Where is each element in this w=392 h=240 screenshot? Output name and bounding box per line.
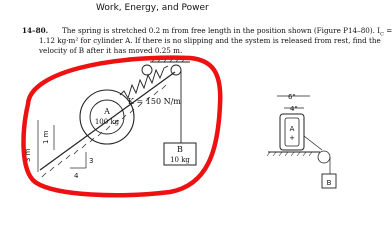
side-center-mark: + (289, 134, 295, 142)
inertia-subscript: C (380, 31, 384, 38)
cylinder-label: A (104, 107, 110, 116)
problem-text-line-2: 1.12 kg·m² for cylinder A. If there is no slipping and the system is released from rest, find the (39, 36, 381, 45)
problem-text-line-3: velocity of B after it has moved 0.25 m. (39, 46, 183, 55)
red-annotation-circle (24, 58, 221, 196)
cylinder-mass: 100 kg (94, 118, 120, 126)
dimension-1m: 1 m (42, 130, 50, 144)
block-b (164, 143, 196, 165)
problem-text-line-1-tail: = (383, 26, 392, 35)
side-cylinder-label: A (289, 125, 295, 133)
slope-rise: 3 (89, 157, 94, 165)
block-label: B (177, 145, 183, 154)
side-outer-dimension: 6" (288, 93, 296, 101)
spring (120, 66, 181, 106)
side-inner-dimension: 4" (290, 105, 298, 113)
dimension-3m: 3 m (24, 148, 32, 162)
side-view (267, 93, 336, 188)
chapter-heading: Work, Energy, and Power (96, 3, 209, 13)
slope-run: 4 (74, 172, 79, 180)
spring-constant-label: K = 150 N/m (128, 97, 181, 106)
cylinder-a (80, 90, 134, 144)
side-block-label: B (326, 179, 332, 187)
problem-text-line-1-main: The spring is stretched 0.2 m from free length in the position shown (Figure P14–80). I (62, 26, 381, 35)
problem-number: 14–80. (22, 26, 49, 35)
block-mass: 10 kg (170, 156, 190, 164)
